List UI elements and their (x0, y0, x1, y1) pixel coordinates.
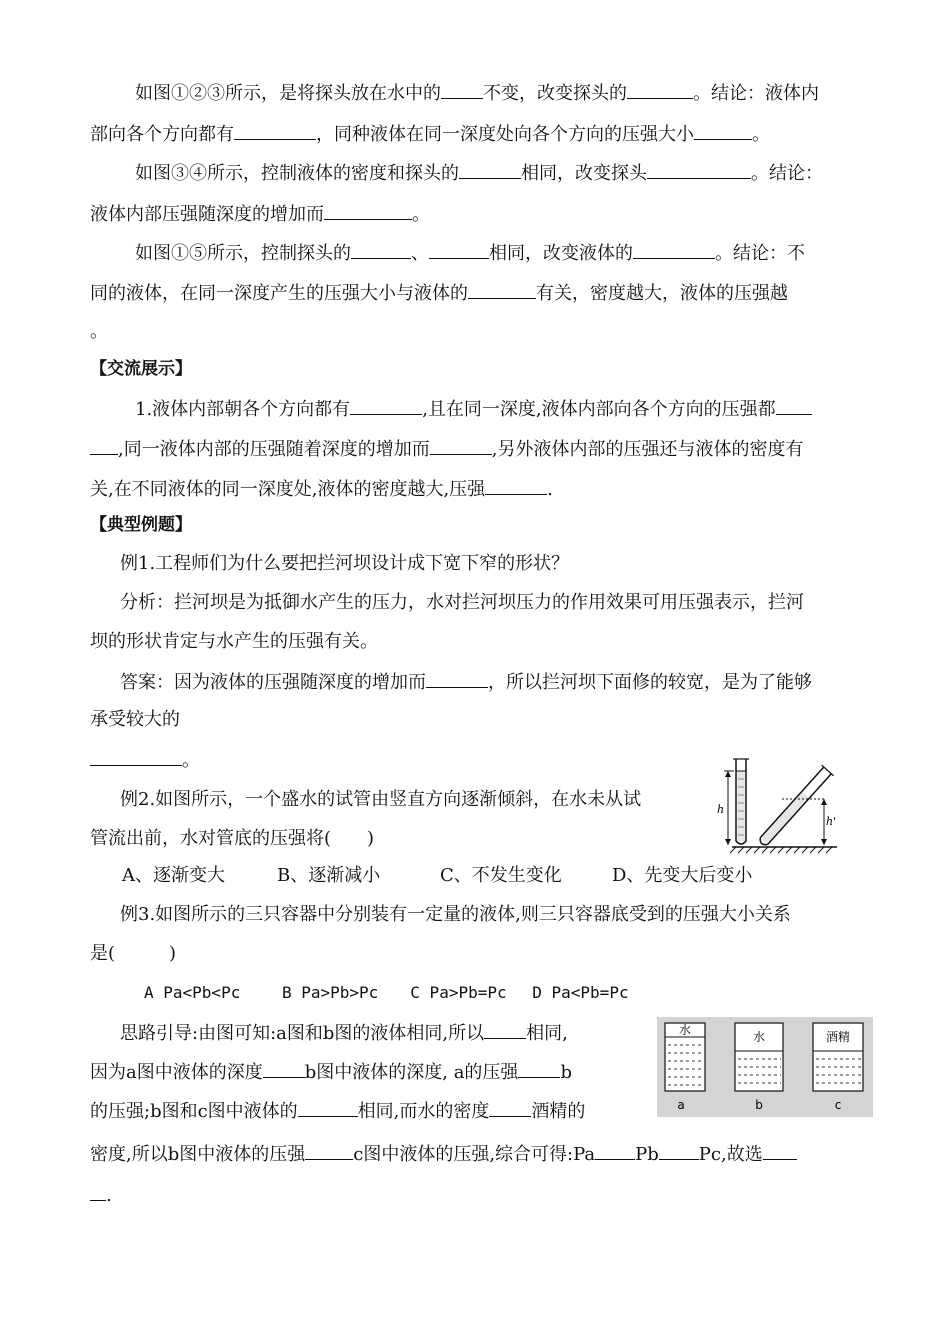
text: 、 (411, 243, 429, 264)
text: ，所以拦河坝下面修的较宽，是为了能够 (488, 672, 812, 693)
text: Pc,故选 (698, 1144, 763, 1165)
blank (234, 121, 316, 140)
ex1-answer-line2: 承受较大的 (90, 709, 180, 730)
text: 同的液体，在同一深度产生的压强大小与液体的 (90, 283, 468, 304)
text: 如图①②③所示，是将探头放在水中的 (135, 83, 441, 104)
text: ，同种液体在同一深度处向各个方向的压强大小 (316, 124, 694, 145)
blank (659, 1141, 699, 1160)
para2-line2 (90, 201, 430, 227)
text: 。 (182, 750, 200, 771)
text: 因为a图中液体的深度 (90, 1062, 263, 1083)
blank (429, 240, 489, 259)
ex3-guide-line1 (120, 1020, 568, 1046)
text: 部向各个方向都有 (90, 124, 234, 145)
text: 。 (90, 321, 108, 342)
label-c: c (834, 1098, 842, 1112)
text: ,且在同一深度,液体内部向各个方向的压强都 (422, 399, 776, 420)
h-prime-label: h' (826, 815, 837, 828)
label-b: b (755, 1098, 763, 1112)
ex3-guide-line5 (90, 1182, 112, 1208)
para1-line2 (90, 121, 770, 147)
option-c: C、不发生变化 (440, 865, 562, 886)
blank (324, 201, 412, 220)
text: 。结论：液体内 (693, 83, 819, 104)
blank (263, 1059, 305, 1078)
para3-line3 (90, 320, 108, 344)
section-exchange-heading: 【交流展示】 (90, 359, 192, 379)
text: ,另外液体内部的压强还与液体的密度有 (491, 439, 804, 460)
option-b: B、逐渐减小 (277, 865, 381, 886)
exchange-line1 (135, 396, 812, 422)
option-d: D、先变大后变小 (612, 865, 753, 886)
text: b (560, 1062, 572, 1083)
blank (90, 1182, 106, 1201)
blank (305, 1141, 353, 1160)
text: 如图③④所示，控制液体的密度和探头的 (135, 163, 459, 184)
ex1-analysis-line2: 坝的形状肯定与水产生的压强有关。 (90, 631, 378, 652)
blank (430, 436, 492, 455)
blank (484, 1020, 526, 1039)
text: 液体内部压强随深度的增加而 (90, 204, 324, 225)
text: 。 (412, 204, 430, 225)
blank (485, 476, 547, 495)
ex2-question-line1: 例2.如图所示，一个盛水的试管由竖直方向逐渐倾斜，在水未从试 (120, 789, 642, 810)
ex1-answer-line3 (90, 747, 200, 773)
blank (90, 436, 118, 455)
ex3-guide-line2 (90, 1059, 572, 1085)
blank (489, 1098, 531, 1117)
blank (776, 396, 812, 415)
ex3-guide-line4 (90, 1141, 797, 1167)
ex1-question: 例1.工程师们为什么要把拦河坝设计成下宽下窄的形状？ (120, 553, 570, 574)
label-water-a: 水 (678, 1023, 692, 1037)
ex2-question-line2: 管流出前，水对管底的压强将( ) (90, 828, 375, 849)
text: 酒精的 (531, 1101, 586, 1122)
blank (595, 1141, 635, 1160)
blank (627, 80, 693, 99)
text: 。结论：不 (715, 243, 805, 264)
h-label: h (717, 803, 725, 816)
text: 相同, (526, 1023, 568, 1044)
ex1-answer-line1 (120, 669, 812, 695)
ex3-question-line1: 例3.如图所示的三只容器中分别装有一定量的液体,则三只容器底受到的压强大小关系 (120, 904, 791, 925)
text: 。 (752, 124, 770, 145)
blank (459, 160, 521, 179)
text: 密度,所以b图中液体的压强 (90, 1144, 306, 1165)
ex1-analysis-line1: 分析：拦河坝是为抵御水产生的压力，水对拦河坝压力的作用效果可用压强表示，拦河 (120, 592, 804, 613)
text: 关,在不同液体的同一深度处,液体的密度越大,压强 (90, 479, 486, 500)
text: 1.液体内部朝各个方向都有 (135, 399, 351, 420)
para2-line1 (135, 160, 823, 186)
three-containers-figure (657, 1017, 873, 1117)
text: 。结论： (751, 163, 823, 184)
para3-line2 (90, 280, 788, 306)
text: 有关，密度越大，液体的压强越 (536, 283, 788, 304)
blank (350, 396, 422, 415)
test-tube-figure (712, 755, 842, 855)
text: 答案：因为液体的压强随深度的增加而 (120, 672, 426, 693)
blank (633, 240, 715, 259)
text: 相同,而水的密度 (357, 1101, 490, 1122)
blank (441, 80, 483, 99)
text: . (106, 1185, 112, 1206)
text: ,同一液体内部的压强随着深度的增加而 (118, 439, 430, 460)
text: b图中液体的深度, a的压强 (304, 1062, 519, 1083)
exchange-line2 (90, 436, 803, 462)
label-a: a (677, 1098, 685, 1112)
ex3-question-line2: 是( ) (90, 943, 177, 964)
blank (694, 121, 752, 140)
text: 思路引导:由图可知:a图和b图的液体相同,所以 (120, 1023, 485, 1044)
text: 相同，改变液体的 (489, 243, 633, 264)
option-a: A、逐渐变大 (122, 865, 225, 886)
ex3-guide-line3 (90, 1098, 585, 1124)
text: 不变，改变探头的 (483, 83, 627, 104)
text: . (547, 479, 553, 500)
blank (763, 1141, 797, 1160)
blank (647, 160, 751, 179)
blank (90, 747, 182, 766)
blank (518, 1059, 560, 1078)
text: 的压强;b图和c图中液体的 (90, 1101, 298, 1122)
para3-line1 (135, 240, 805, 266)
label-water-b: 水 (752, 1030, 766, 1044)
blank (468, 280, 536, 299)
text: 如图①⑤所示，控制探头的 (135, 243, 351, 264)
blank (298, 1098, 358, 1117)
text: 相同，改变探头 (521, 163, 647, 184)
para1-line1 (135, 80, 819, 106)
exchange-line3 (90, 476, 553, 502)
blank (351, 240, 411, 259)
label-alcohol-c: 酒精 (825, 1030, 851, 1044)
blank (426, 669, 488, 688)
ex3-options: A Pa<Pb<Pc B Pa>Pb>Pc C Pa>Pb=Pc D Pa<Pb=Pc (144, 983, 629, 1002)
section-examples-heading: 【典型例题】 (90, 515, 192, 535)
text: c图中液体的压强,综合可得:Pa (353, 1144, 596, 1165)
text: Pb (635, 1144, 659, 1165)
